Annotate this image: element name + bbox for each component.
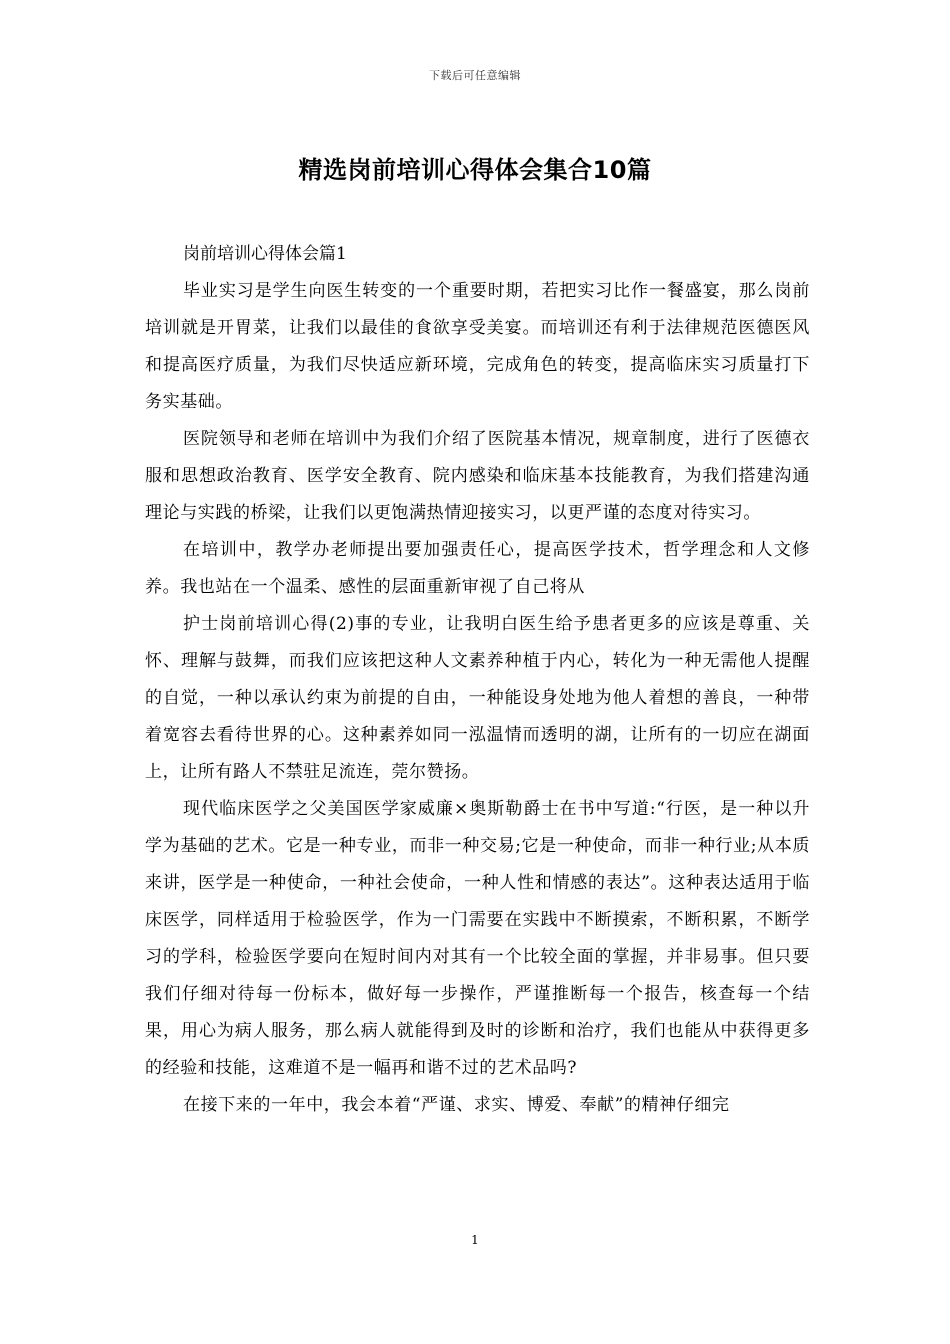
paragraph-6: 在接下来的一年中，我会本着“严谨、求实、博爱、奉献”的精神仔细完 <box>183 1095 730 1115</box>
paragraph-5: 现代临床医学之父美国医学家威廉×奥斯勒爵士在书中写道:“行医，是一种以升学为基础的艺术。它是一种专业，而非一种交易;它是一种使命，而非一种行业;从本质来讲，医学是一种使命，一种社会使命，一种人性和情感的表达”。这种表达适用于临床医学，同样适用于检验医学，作为一门需要在实践中不断摸索，不断积累，不断学习的学科，检验医学要向在短时间内对其有一个比较全面的掌握，并非易事。但只要我们仔细对待每一份标本，做好每一步操作，严谨推断每一个报告，核查每一个结果，用心为病人服务，那么病人就能得到及时的诊断和治疗，我们也能从中获得更多的经验和技能，这难道不是一幅再和谐不过的艺术品吗? <box>145 799 810 1078</box>
paragraph-3: 在培训中，教学办老师提出要加强责任心，提高医学技术，哲学理念和人文修养。我也站在一个温柔、感性的层面重新审视了自己将从 <box>145 540 810 597</box>
paragraph-4: 护士岗前培训心得(2)事的专业，让我明白医生给予患者更多的应该是尊重、关怀、理解与鼓舞，而我们应该把这种人文素养种植于内心，转化为一种无需他人提醒的自觉，一种以承认约束为前提的自由，一种能设身处地为他人着想的善良，一种带着宽容去看待世界的心。这种素养如同一泓温情而透明的湖，让所有的一切应在湖面上，让所有路人不禁驻足流连，莞尔赞扬。 <box>145 614 810 782</box>
page-number: 1 <box>471 1233 479 1247</box>
document-title: 精选岗前培训心得体会集合10篇 <box>298 156 652 184</box>
section-heading: 岗前培训心得体会篇1 <box>183 244 347 264</box>
document-body <box>145 236 810 1124</box>
paragraph-2: 医院领导和老师在培训中为我们介绍了医院基本情况，规章制度，进行了医德衣服和思想政治教育、医学安全教育、院内感染和临床基本技能教育，为我们搭建沟通理论与实践的桥梁，让我们以更饱满热情迎接实习，以更严谨的态度对待实习。 <box>145 429 810 523</box>
paragraph-1: 毕业实习是学生向医生转变的一个重要时期，若把实习比作一餐盛宴，那么岗前培训就是开胃菜，让我们以最佳的食欲享受美宴。而培训还有利于法律规范医德医风和提高医疗质量，为我们尽快适应新环境，完成角色的转变，提高临床实习质量打下务实基础。 <box>145 281 810 412</box>
header-note: 下载后可任意编辑 <box>429 69 521 82</box>
